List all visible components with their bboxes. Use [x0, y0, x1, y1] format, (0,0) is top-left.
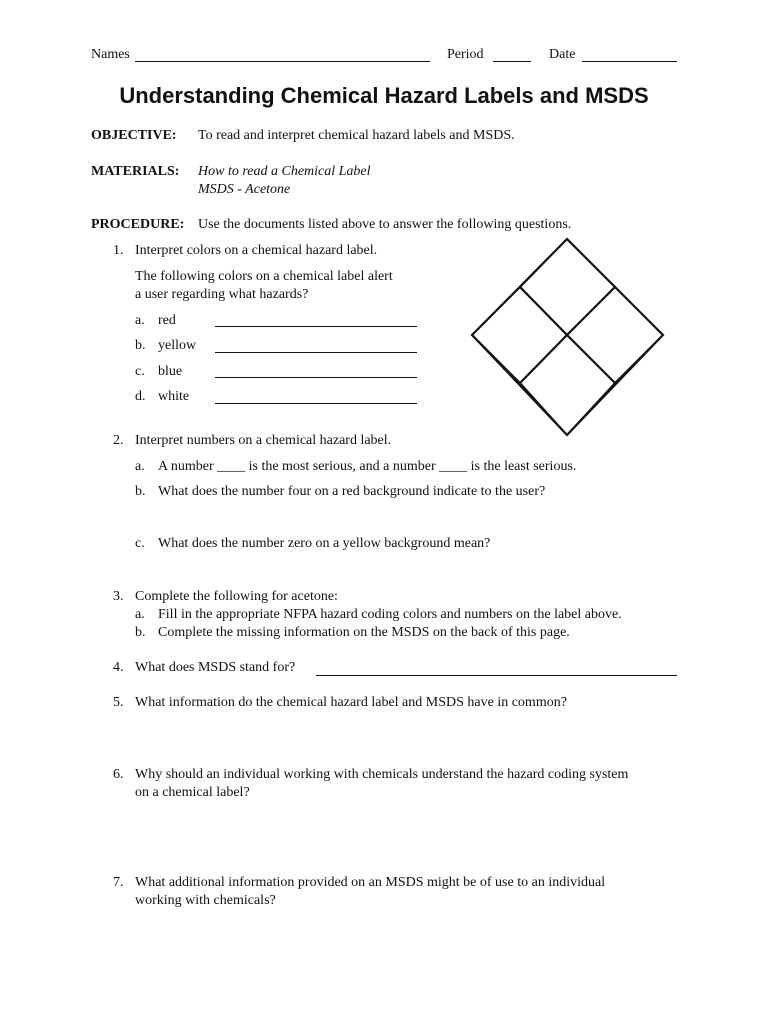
color-label-white: white: [158, 389, 190, 404]
objective-label: OBJECTIVE:: [91, 128, 177, 143]
item-letter: b.: [135, 338, 146, 353]
procedure-text: Use the documents listed above to answer the following questions.: [198, 217, 572, 232]
item-letter: c.: [135, 364, 145, 379]
color-label-yellow: yellow: [158, 338, 197, 353]
question-1-text: Interpret colors on a chemical hazard label.: [135, 243, 378, 258]
item-letter: c.: [135, 536, 145, 551]
nfpa-diamond: [466, 234, 670, 440]
question-number: 2.: [113, 433, 124, 448]
procedure-label: PROCEDURE:: [91, 217, 185, 232]
question-3-text: Complete the following for acetone:: [135, 589, 338, 604]
question-number: 7.: [113, 875, 124, 890]
answer-line-white[interactable]: [215, 403, 417, 404]
answer-line-red[interactable]: [215, 326, 417, 327]
question-number: 4.: [113, 660, 124, 675]
item-letter: b.: [135, 625, 146, 640]
item-letter: a.: [135, 459, 145, 474]
question-3a-text: Fill in the appropriate NFPA hazard coding colors and numbers on the label above.: [158, 607, 622, 622]
diamond-cell-top[interactable]: [520, 239, 615, 335]
question-5-text: What information do the chemical hazard label and MSDS have in common?: [135, 695, 567, 710]
answer-line-yellow[interactable]: [215, 352, 417, 353]
materials-item: How to read a Chemical Label: [198, 164, 371, 179]
item-letter: b.: [135, 484, 146, 499]
question-4-text: What does MSDS stand for?: [135, 660, 296, 675]
question-2b-text: What does the number four on a red background indicate to the user?: [158, 484, 546, 499]
page-title: Understanding Chemical Hazard Labels and MSDS: [119, 83, 649, 108]
question-6-text: Why should an individual working with chemicals understand the hazard coding system: [135, 767, 629, 782]
question-number: 6.: [113, 767, 124, 782]
question-2-text: Interpret numbers on a chemical hazard label.: [135, 433, 392, 448]
color-label-red: red: [158, 313, 176, 328]
answer-line-blue[interactable]: [215, 377, 417, 378]
question-1-prompt: a user regarding what hazards?: [135, 287, 309, 302]
diamond-cell-right[interactable]: [567, 287, 663, 383]
question-1-prompt: The following colors on a chemical label alert: [135, 269, 393, 284]
diamond-outline: [472, 239, 663, 435]
period-label: Period: [447, 47, 484, 62]
question-number: 5.: [113, 695, 124, 710]
question-7-text: What additional information provided on an MSDS might be of use to an individual: [135, 875, 606, 890]
objective-text: To read and interpret chemical hazard labels and MSDS.: [198, 128, 515, 143]
date-label: Date: [549, 47, 576, 62]
question-3b-text: Complete the missing information on the MSDS on the back of this page.: [158, 625, 570, 640]
item-letter: a.: [135, 607, 145, 622]
materials-item: MSDS - Acetone: [198, 182, 291, 197]
date-field[interactable]: [582, 61, 677, 62]
names-field[interactable]: [135, 61, 430, 62]
question-2a-text: A number ____ is the most serious, and a number ____ is the least serious.: [158, 459, 577, 474]
item-letter: a.: [135, 313, 145, 328]
question-number: 1.: [113, 243, 124, 258]
names-label: Names: [91, 47, 130, 62]
diamond-cell-bottom[interactable]: [520, 335, 615, 435]
period-field[interactable]: [493, 61, 531, 62]
question-7-text: working with chemicals?: [135, 893, 276, 908]
answer-line-msds[interactable]: [316, 675, 677, 676]
question-number: 3.: [113, 589, 124, 604]
materials-label: MATERIALS:: [91, 164, 180, 179]
color-label-blue: blue: [158, 364, 183, 379]
item-letter: d.: [135, 389, 146, 404]
diamond-cell-left[interactable]: [472, 287, 567, 383]
question-6-text: on a chemical label?: [135, 785, 250, 800]
question-2c-text: What does the number zero on a yellow background mean?: [158, 536, 491, 551]
